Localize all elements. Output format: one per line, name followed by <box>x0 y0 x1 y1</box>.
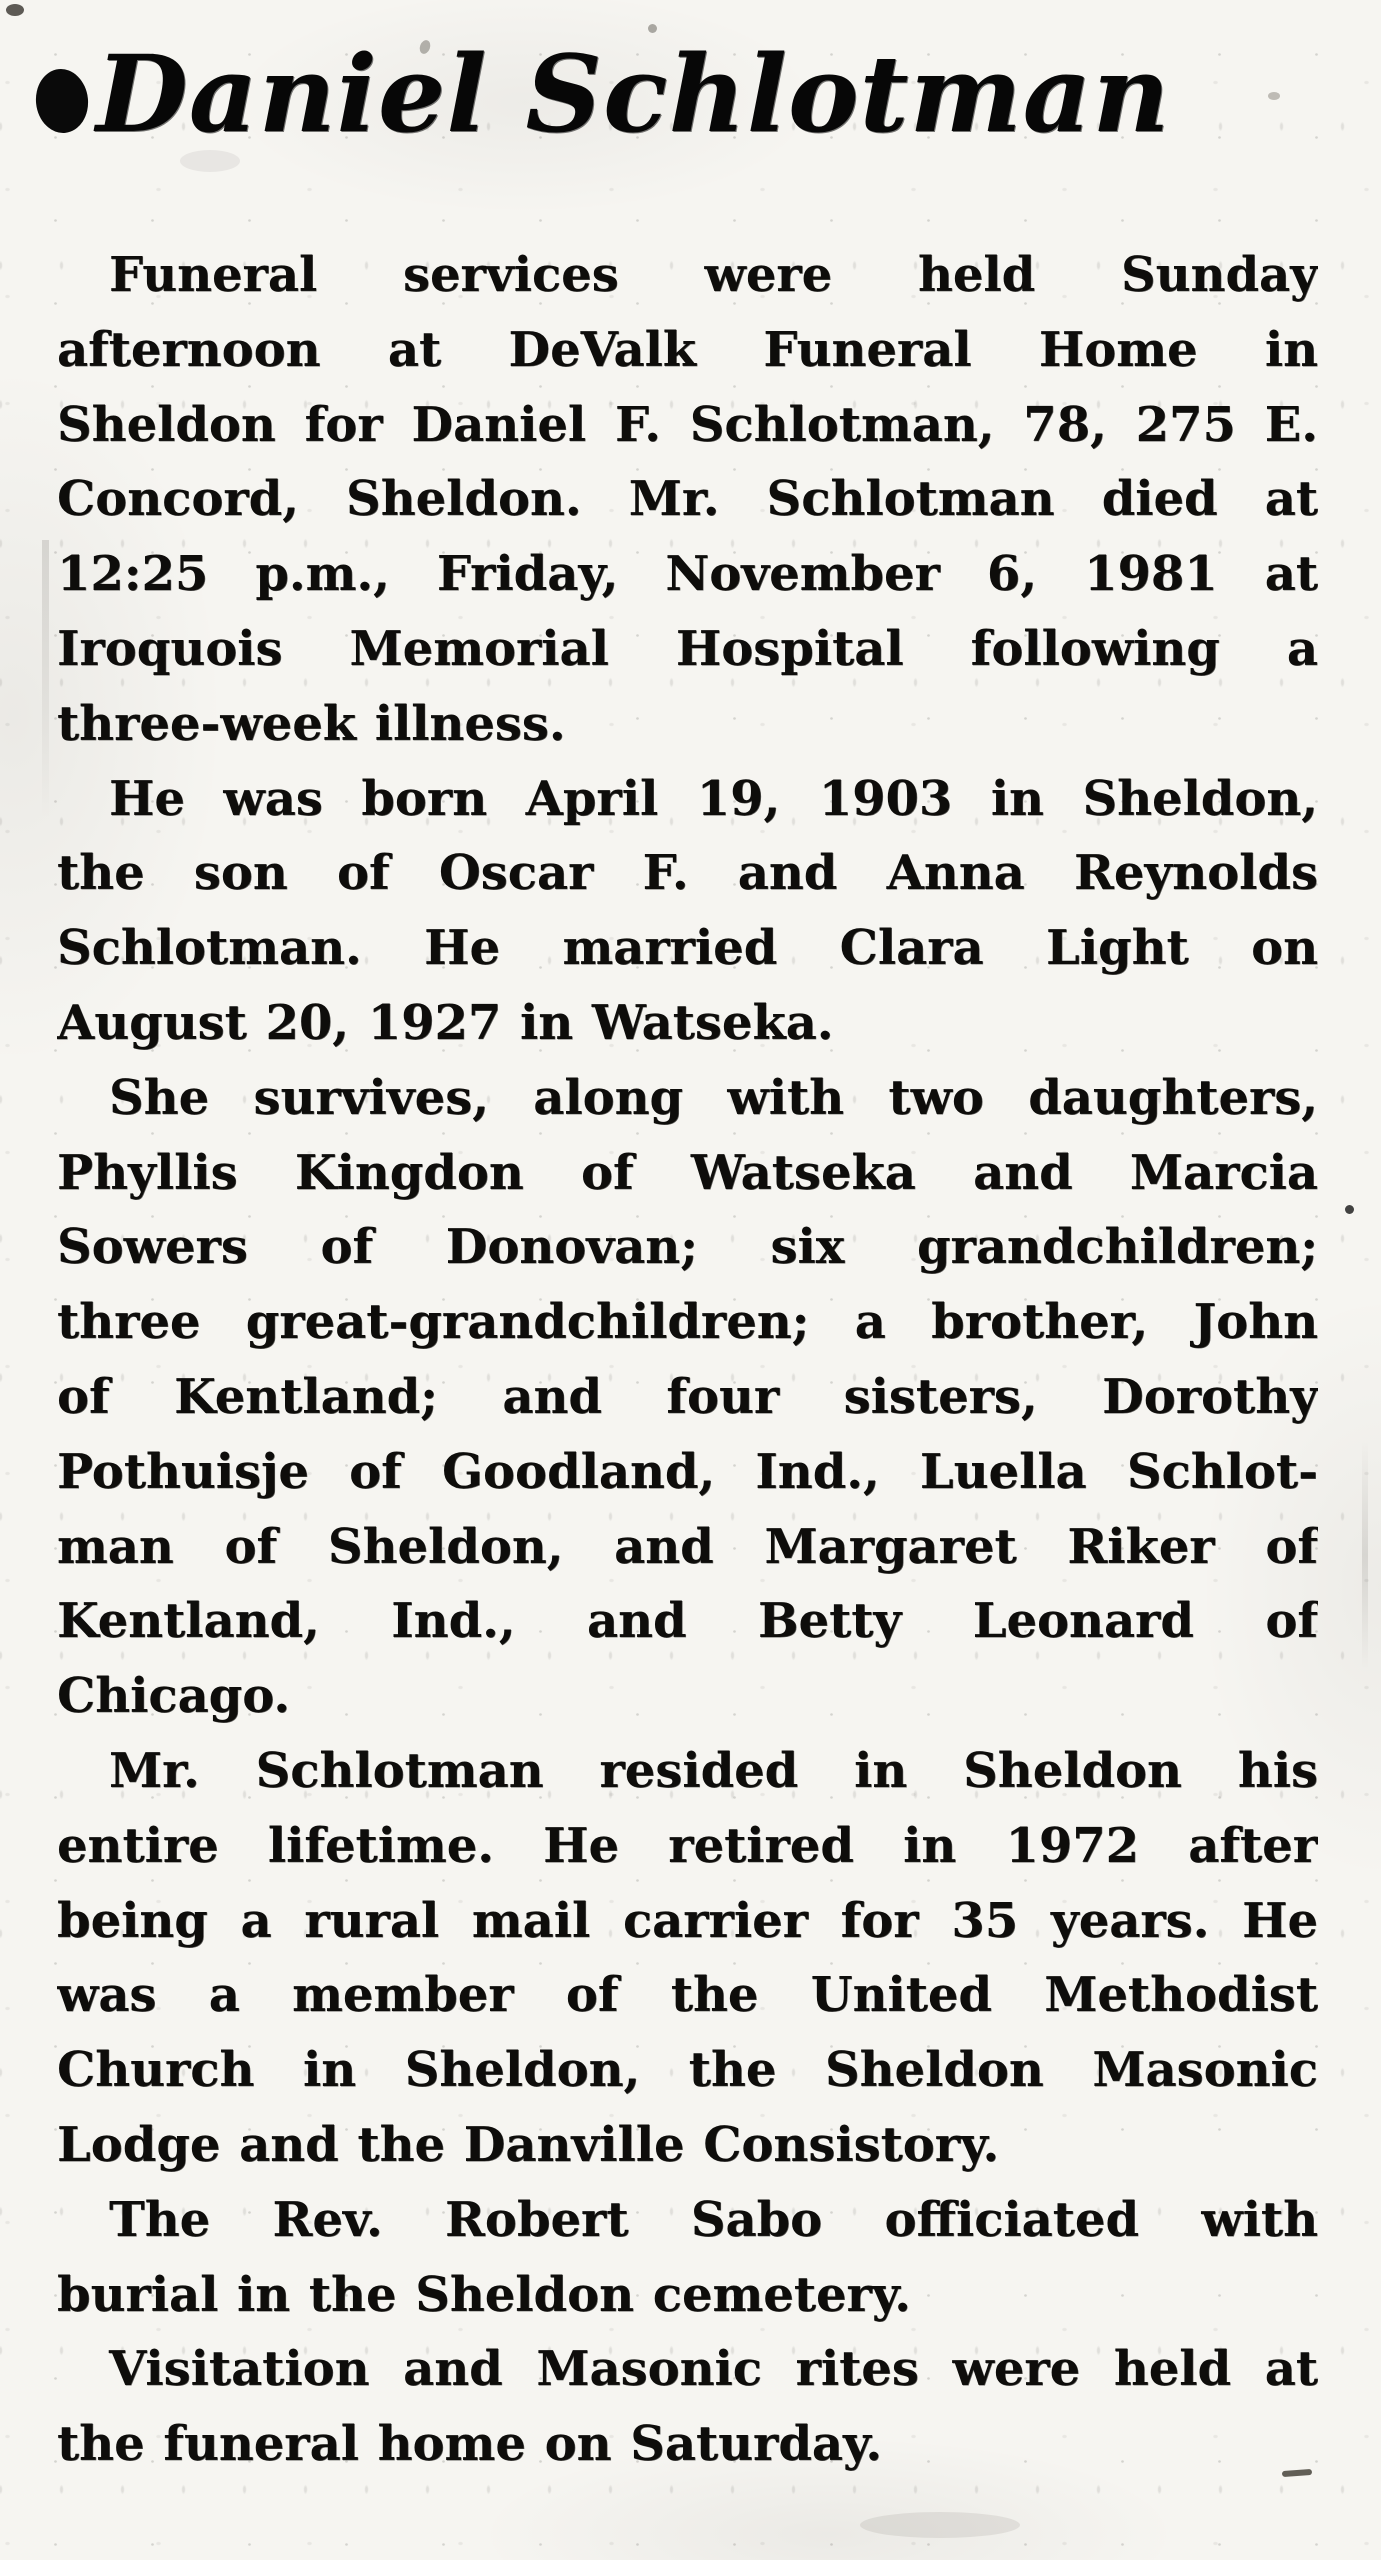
scan-speck <box>1345 1205 1354 1214</box>
body-line: 12:25 p.m., Friday, November 6, 1981 at <box>57 546 1318 603</box>
body-line: entire lifetime. He retired in 1972 after <box>57 1817 1318 1874</box>
body-line: Schlotman. He married Clara Light on <box>57 920 1318 977</box>
body-line: afternoon at DeValk Funeral Home in <box>57 321 1318 378</box>
body-line: Visitation and Masonic rites were held at <box>109 2341 1318 2398</box>
body-line: the son of Oscar F. and Anna Reynolds <box>57 845 1318 902</box>
body-line: Iroquois Memorial Hospital following a <box>57 620 1318 677</box>
obituary-body <box>57 238 1318 2482</box>
body-line: Kentland, Ind., and Betty Leonard of <box>57 1593 1318 1650</box>
obituary-title: Daniel Schlotman <box>96 31 1171 156</box>
bullet-icon <box>33 66 91 135</box>
body-line: He was born April 19, 1903 in Sheldon, <box>109 770 1318 827</box>
body-line: being a rural mail carrier for 35 years. He <box>57 1892 1318 1949</box>
body-line: man of Sheldon, and Margaret Riker of <box>57 1518 1318 1575</box>
body-line: Sowers of Donovan; six grandchildren; <box>57 1219 1318 1276</box>
body-line: of Kentland; and four sisters, Dorothy <box>57 1368 1318 1425</box>
body-line: was a member of the United Methodist <box>57 1967 1318 2024</box>
body-line: The Rev. Robert Sabo officiated with <box>109 2191 1318 2248</box>
body-line: Concord, Sheldon. Mr. Schlotman died at <box>57 471 1318 528</box>
scan-speck <box>6 4 24 16</box>
body-line: burial in the Sheldon cemetery. <box>57 2266 911 2323</box>
body-line: August 20, 1927 in Watseka. <box>57 994 834 1051</box>
body-line: She survives, along with two daughters, <box>109 1069 1318 1126</box>
scan-streak <box>42 540 49 820</box>
scan-streak <box>1362 1440 1368 1670</box>
scan-smudge <box>860 2512 1020 2538</box>
body-line: Pothuisje of Goodland, Ind., Luella Schlot- <box>57 1443 1318 1500</box>
body-line: three great-grandchildren; a brother, John <box>57 1294 1318 1351</box>
body-line: Church in Sheldon, the Sheldon Masonic <box>57 2042 1318 2099</box>
body-line: the funeral home on Saturday. <box>57 2416 883 2473</box>
body-line: Sheldon for Daniel F. Schlotman, 78, 275 E. <box>57 396 1318 453</box>
body-line: Funeral services were held Sunday <box>109 247 1318 303</box>
body-line: Phyllis Kingdon of Watseka and Marcia <box>57 1144 1318 1201</box>
body-line: Mr. Schlotman resided in Sheldon his <box>109 1742 1318 1799</box>
body-line: three-week illness. <box>57 695 566 752</box>
body-line: Lodge and the Danville Consistory. <box>57 2116 1000 2173</box>
body-line: Chicago. <box>57 1668 291 1725</box>
headline <box>36 26 1341 162</box>
